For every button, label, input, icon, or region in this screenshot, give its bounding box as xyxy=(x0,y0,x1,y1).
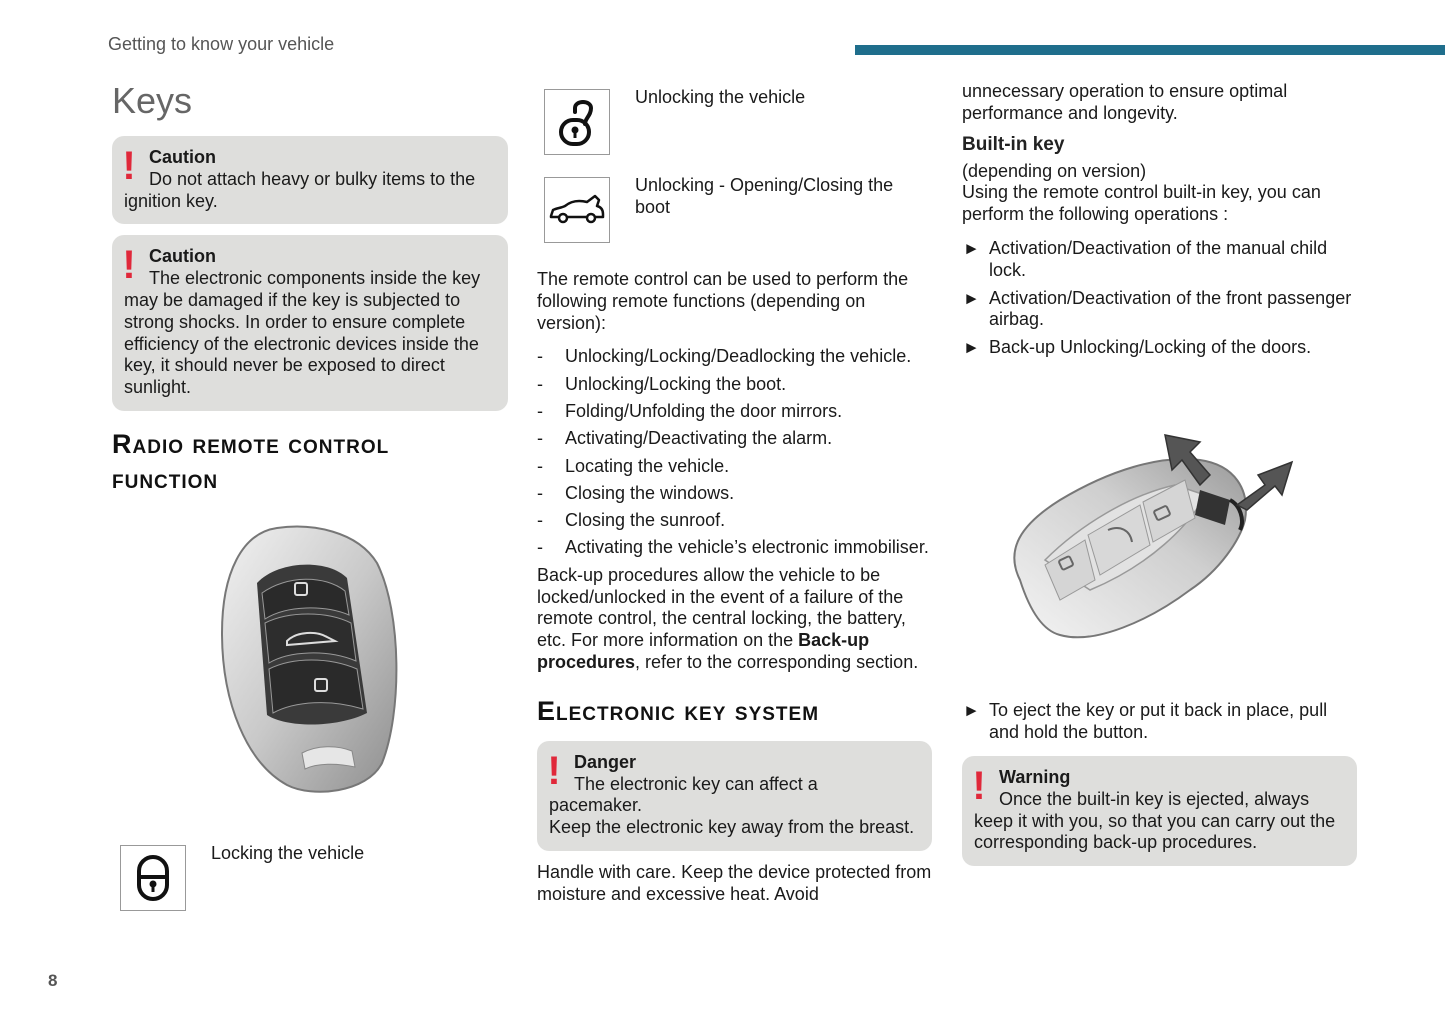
warning-body-rest: keep it with you, so that you can carry out the corresponding back-up procedures. xyxy=(974,810,1336,853)
warning-note xyxy=(962,756,1357,866)
list-item: - Folding/Unfolding the door mirrors. xyxy=(537,400,843,421)
eject-steps-list xyxy=(962,700,1357,750)
exclamation-icon: ! xyxy=(547,748,561,793)
column-1 xyxy=(112,78,508,863)
caution-title: Caution xyxy=(149,246,216,267)
unlocking-label: Unlocking the vehicle xyxy=(635,87,806,107)
list-item: - Activating the vehicle’s electronic immobiliser. xyxy=(537,537,929,558)
page-title: Keys xyxy=(112,80,193,121)
boot-label: Unlocking - Opening/Closing the boot xyxy=(635,175,894,217)
list-item: - Unlocking/Locking/Deadlocking the vehicle. xyxy=(537,346,912,367)
lock-closed-icon xyxy=(120,845,186,911)
triangle-bullet-icon: ► xyxy=(963,701,980,720)
danger-body-line2: Keep the electronic key away from the breast. xyxy=(549,817,915,838)
section-heading-line2: function xyxy=(112,463,219,494)
warning-title: Warning xyxy=(999,767,1071,787)
list-item: ► Activation/Deactivation of the manual child lock. xyxy=(963,237,1328,280)
list-item: - Locating the vehicle. xyxy=(537,455,730,476)
caution-note-1 xyxy=(112,136,508,224)
page-number: 8 xyxy=(48,971,58,990)
electronic-key-heading: Electronic key system xyxy=(537,695,820,726)
header-section-title: Getting to know your vehicle xyxy=(108,34,335,54)
list-item: ► Activation/Deactivation of the front passenger airbag. xyxy=(963,287,1352,330)
caution-body-rest: may be damaged if the key is subjected to strong shocks. In order to ensure complete efficiency of the electronic devices inside the key, it should never be exposed to direct sunlight. xyxy=(124,289,479,398)
lock-open-icon xyxy=(544,89,610,155)
danger-note xyxy=(537,741,932,851)
continued-paragraph: unnecessary operation to ensure optimal performance and longevity. xyxy=(962,81,1288,123)
caution-body-first: The electronic components inside the key xyxy=(149,268,481,289)
column-3 xyxy=(962,78,1357,853)
version-note: (depending on version) xyxy=(962,160,1147,181)
unlocking-row xyxy=(544,89,932,155)
triangle-bullet-icon: ► xyxy=(963,338,980,358)
danger-title: Danger xyxy=(574,751,637,772)
remote-functions-list xyxy=(537,346,932,559)
handle-paragraph: Handle with care. Keep the device protected from moisture and excessive heat. Avoid xyxy=(537,861,932,904)
backup-paragraph: Back-up procedures allow the vehicle to be locked/unlocked in the event of a failure of the remote control, the central locking, the battery, etc. For more information on the Back-up procedures, refer to the corresponding section. xyxy=(537,564,919,672)
built-in-key-heading: Built-in key xyxy=(962,133,1065,155)
list-item: - Closing the windows. xyxy=(537,482,735,503)
column-2 xyxy=(537,78,932,906)
exclamation-icon: ! xyxy=(122,144,136,188)
boot-row xyxy=(544,177,932,243)
triangle-bullet-icon: ► xyxy=(963,238,980,258)
caution-title: Caution xyxy=(149,147,216,167)
caution-note-2 xyxy=(112,235,508,411)
list-item: ► To eject the key or put it back in place, pull and hold the button. xyxy=(963,700,1328,742)
section-heading-line1: Radio remote control xyxy=(112,428,390,459)
list-item: - Activating/Deactivating the alarm. xyxy=(537,428,833,449)
triangle-bullet-icon: ► xyxy=(963,288,980,308)
operations-list xyxy=(962,238,1357,359)
caution-body-first: Do not attach heavy or bulky items to the xyxy=(149,168,476,189)
exclamation-icon: ! xyxy=(122,243,136,288)
header-accent-bar xyxy=(855,45,1445,55)
caution-body-rest: ignition key. xyxy=(124,190,218,211)
remote-key-illustration xyxy=(217,523,407,798)
radio-remote-heading xyxy=(112,427,508,497)
remote-intro: The remote control can be used to perform the following remote functions (depending on version): xyxy=(537,269,909,333)
key-eject-illustration xyxy=(1000,430,1300,645)
danger-body-rest: pacemaker. xyxy=(549,795,643,816)
locking-label: Locking the vehicle xyxy=(211,843,365,863)
list-item: - Closing the sunroof. xyxy=(537,510,726,531)
warning-body-first: Once the built-in key is ejected, always xyxy=(999,788,1310,809)
danger-body-first: The electronic key can affect a xyxy=(574,773,818,794)
locking-row xyxy=(120,845,364,911)
list-item: ► Back-up Unlocking/Locking of the doors. xyxy=(963,337,1312,358)
list-item: - Unlocking/Locking the boot. xyxy=(537,373,787,394)
exclamation-icon: ! xyxy=(972,764,986,808)
car-boot-icon xyxy=(544,177,610,243)
built-in-intro: Using the remote control built-in key, you can perform the following operations : xyxy=(962,182,1321,225)
